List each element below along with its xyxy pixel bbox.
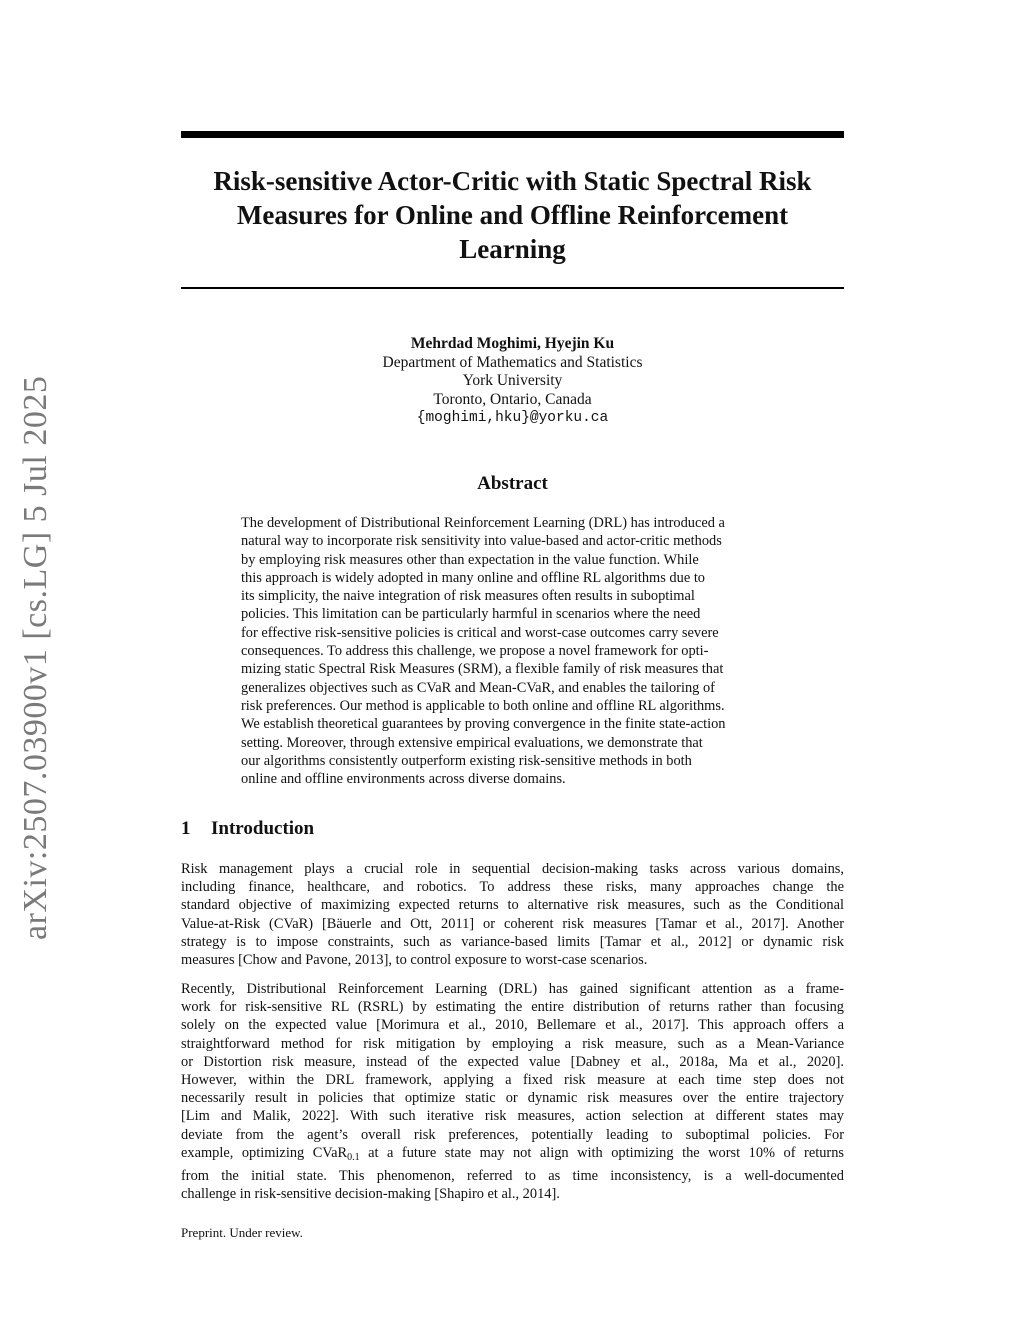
abstract-heading: Abstract <box>477 473 548 494</box>
abstract-line: We establish theoretical guarantees by proving convergence in the finite state-action <box>241 716 726 733</box>
abstract-line: our algorithms consistently outperform existing risk-sensitive methods in both <box>241 752 692 769</box>
abstract-line: this approach is widely adopted in many online and offline RL algorithms due to <box>241 569 706 586</box>
abstract-line: policies. This limitation can be particularly harmful in scenarios where the need <box>241 606 701 623</box>
abstract-line: online and offline environments across diverse domains. <box>241 771 566 788</box>
arxiv-side-stamp: arXiv:2507.03900v1 [cs.LG] 5 Jul 2025 <box>17 375 54 940</box>
title-bottom-rule <box>181 287 844 289</box>
body-line: deviate from the agent’s overall risk preferences, potentially leading to suboptimal policies. For <box>181 1126 844 1143</box>
paper-page <box>181 0 844 1325</box>
intro-paragraph-1 <box>181 860 844 969</box>
body-line: work for risk-sensitive RL (RSRL) by estimating the entire distribution of returns rather than focusing <box>181 999 844 1016</box>
section-heading-introduction <box>181 818 314 840</box>
body-line: Value-at-Risk (CVaR) [Bäuerle and Ott, 2011] or coherent risk measures [Tamar et al., 2017]. Another <box>181 915 844 932</box>
paper-title <box>181 164 844 266</box>
cvar-subscript: 0.1 <box>347 1151 360 1163</box>
abstract-line: mizing static Spectral Risk Measures (SRM), a flexible family of risk measures that <box>241 661 724 678</box>
body-line: including finance, healthcare, and robotics. To address these risks, many approaches change the <box>181 879 844 896</box>
abstract-line: for effective risk-sensitive policies is critical and worst-case outcomes carry severe <box>241 624 719 641</box>
title-line: Risk-sensitive Actor-Critic with Static Spectral Risk <box>213 166 812 196</box>
author-email: {moghimi,hku}@yorku.ca <box>416 410 609 426</box>
body-line: or Distortion risk measure, instead of the expected value [Dabney et al., 2018a, Ma et al., 2020]. <box>181 1053 844 1070</box>
body-line: necessarily result in policies that optimize static or dynamic risk measures over the entire trajectory <box>181 1090 844 1107</box>
body-line: [Lim and Malik, 2022]. With such iterative risk measures, action selection at different states may <box>181 1108 844 1125</box>
author-block <box>181 335 844 428</box>
abstract-line: setting. Moreover, through extensive empirical evaluations, we demonstrate that <box>241 734 703 751</box>
body-line: However, within the DRL framework, applying a fixed risk measure at each time step does not <box>181 1072 844 1089</box>
math-line-after: at a future state may not align with optimizing the worst 10% of returns <box>359 1144 845 1161</box>
title-top-rule <box>181 131 844 138</box>
title-line: Measures for Online and Offline Reinforcement <box>236 200 789 230</box>
abstract-line: generalizes objectives such as CVaR and Mean-CVaR, and enables the tailoring of <box>241 679 715 696</box>
body-line: straightforward method for risk mitigation by employing a risk measure, such as a Mean-Variance <box>181 1035 844 1052</box>
body-line: strategy is to impose constraints, such as variance-based limits [Tamar et al., 2012] or dynamic risk <box>181 933 844 950</box>
body-line: Recently, Distributional Reinforcement Learning (DRL) has gained significant attention as a frame- <box>181 981 844 997</box>
body-line: solely on the expected value [Morimura et al., 2010, Bellemare et al., 2017]. This approach offers a <box>181 1017 844 1034</box>
body-line: standard objective of maximizing expected returns to alternative risk measures, such as the Conditional <box>181 897 844 914</box>
abstract-line: The development of Distributional Reinforcement Learning (DRL) has introduced a <box>241 515 725 531</box>
math-line-before: example, optimizing CVaR <box>181 1144 348 1161</box>
title-line: Learning <box>459 234 566 264</box>
section-number: 1 <box>181 818 191 839</box>
author-names: Mehrdad Moghimi, Hyejin Ku <box>410 335 615 352</box>
abstract-body <box>241 514 784 788</box>
author-university: York University <box>462 372 563 389</box>
author-location: Toronto, Ontario, Canada <box>433 390 592 408</box>
abstract-line: by employing risk measures other than expectation in the value function. While <box>241 551 699 568</box>
abstract-line: its simplicity, the naive integration of risk measures often results in suboptimal <box>241 588 695 605</box>
body-line-math <box>181 1144 844 1167</box>
body-line: challenge in risk-sensitive decision-making [Shapiro et al., 2014]. <box>181 1186 560 1203</box>
body-line: measures [Chow and Pavone, 2013], to control exposure to worst-case scenarios. <box>181 952 648 969</box>
body-line: Risk management plays a crucial role in sequential decision-making tasks across various domains, <box>181 861 844 877</box>
author-department: Department of Mathematics and Statistics <box>382 353 643 371</box>
abstract-line: consequences. To address this challenge, we propose a novel framework for opti- <box>241 643 709 660</box>
intro-paragraph-2 <box>181 980 844 1203</box>
preprint-footer: Preprint. Under review. <box>181 1225 303 1240</box>
section-title: Introduction <box>211 818 315 839</box>
body-line: from the initial state. This phenomenon, referred to as time inconsistency, is a well-documented <box>181 1168 844 1185</box>
abstract-line: natural way to incorporate risk sensitivity into value-based and actor-critic methods <box>241 533 722 550</box>
abstract-line: risk preferences. Our method is applicable to both online and offline RL algorithms. <box>241 697 725 714</box>
